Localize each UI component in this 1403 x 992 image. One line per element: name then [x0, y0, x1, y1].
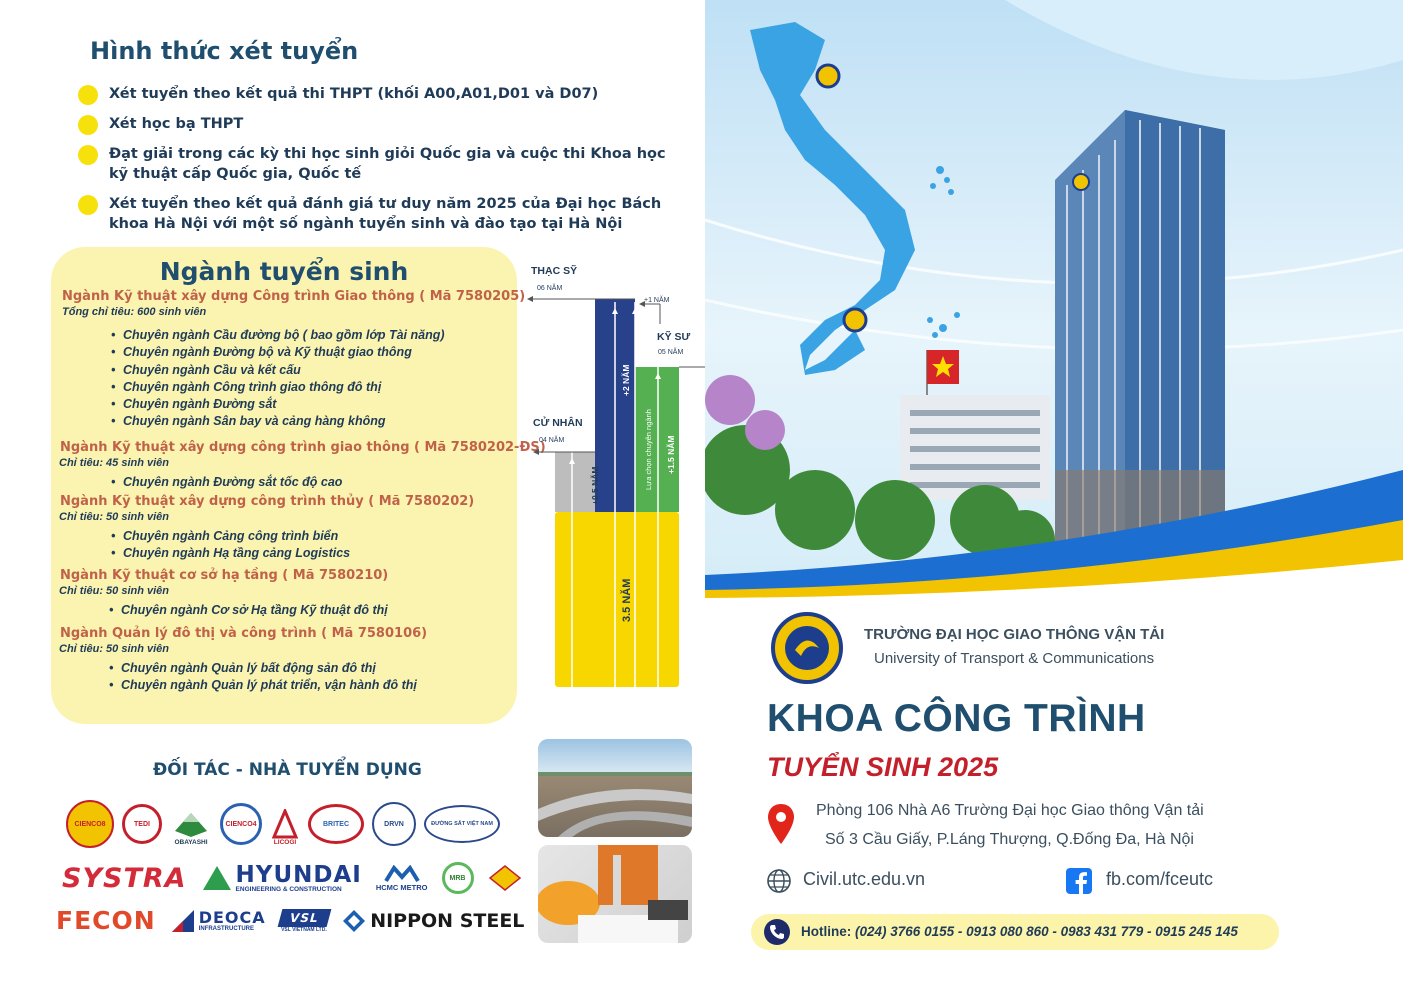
sub-major-list [109, 660, 517, 695]
hotline-numbers[interactable]: (024) 3766 0155 - 0913 080 860 - 0983 431 779 - 0915 245 145 [855, 924, 1238, 939]
list-item: • Chuyên ngành Đường sắt [111, 396, 517, 413]
partner-logo: HYUNDAI ENGINEERING & CONSTRUCTION [201, 864, 362, 893]
utc-logo-icon [771, 612, 843, 684]
deoca-mark-icon [170, 908, 196, 934]
partner-logo: OBAYASHI [170, 802, 212, 846]
method-item: Xét tuyển theo kết quả đánh giá tư duy năm 2025 của Đại học Bách khoa Hà Nội với một số ngành tuyển sinh và đào tạo tại Hà Nội [78, 194, 688, 234]
partner-logos-row-2 [62, 862, 522, 894]
location-pin-icon [766, 802, 796, 846]
partner-logo: HCMC METRO [376, 865, 428, 892]
master-label: THẠC SỸ [531, 265, 578, 277]
partner-logo: DEOCA INFRASTRUCTURE [170, 908, 266, 934]
school-name-vi: TRƯỜNG ĐẠI HỌC GIAO THÔNG VẬN TẢI [864, 626, 1165, 643]
bachelor-years: 04 NĂM [539, 437, 565, 444]
majors-panel [51, 247, 546, 724]
sub-major-list [111, 327, 517, 431]
partner-diamond-icon [488, 864, 522, 892]
method-item: Xét học bạ THPT [78, 114, 688, 134]
master-years: 06 NĂM [537, 285, 563, 292]
facebook-icon [1066, 868, 1092, 894]
sub-major-list [111, 528, 517, 563]
partner-logo: FECON [56, 906, 156, 935]
major-quota: Chỉ tiêu: 50 sinh viên [59, 584, 170, 597]
partner-logo [488, 864, 522, 892]
bachelor-block [555, 452, 595, 512]
major-quota: Chỉ tiêu: 45 sinh viên [59, 456, 170, 469]
engineer-years: 05 NĂM [658, 349, 684, 356]
partner-logos-row-3 [56, 906, 524, 935]
partner-logo: TEDI [122, 804, 162, 844]
method-item: Xét tuyển theo kết quả thi THPT (khối A00,A01,D01 và D07) [78, 84, 688, 104]
method-item: Đạt giải trong các kỳ thi học sinh giỏi Quốc gia và cuộc thi Khoa học kỹ thuật cấp Quốc gia, Quốc tế [78, 144, 688, 184]
major-title: Ngành Kỹ thuật xây dựng công trình thủy ( Mã 7580202) [60, 494, 475, 510]
major-title: Ngành Kỹ thuật xây dựng Công trình Giao thông ( Mã 7580205) [62, 289, 526, 304]
list-item: • Chuyên ngành Đường bộ và Kỹ thuật giao thông [111, 344, 517, 361]
sub-major-list [109, 602, 517, 619]
list-item: • Chuyên ngành Quản lý bất động sản đô thị [109, 660, 517, 677]
partners-title: ĐỐI TÁC - NHÀ TUYỂN DỤNG [153, 760, 422, 780]
major-title: Ngành Quản lý đô thị và công trình ( Mã 7580106) [60, 625, 428, 641]
partner-logo: DRVN [372, 802, 416, 846]
metro-mark-icon [384, 865, 420, 883]
list-item: • Chuyên ngành Cảng công trình biển [111, 528, 517, 545]
address-line-2: Số 3 Cầu Giấy, P.Láng Thượng, Q.Đống Đa, Hà Nội [825, 831, 1194, 848]
school-name-en: University of Transport & Communications [874, 650, 1155, 667]
bullet-dot-icon [78, 85, 98, 105]
base-block [555, 512, 679, 687]
half-year: +0.5 NĂM [590, 466, 600, 505]
nippon-mark-icon [342, 909, 366, 933]
partner-logo: CIENCO8 [66, 800, 114, 848]
campus-hero-image [705, 0, 1403, 602]
two-years: +2 NĂM [621, 364, 631, 396]
partner-logo: ĐƯỜNG SẮT VIỆT NAM [424, 805, 500, 843]
list-item: • Chuyên ngành Cầu đường bộ ( bao gồm lớp Tài năng) [111, 327, 517, 344]
methods-list [78, 84, 688, 244]
major-quota: Chỉ tiêu: 50 sinh viên [59, 642, 170, 655]
partner-logo: NIPPON STEEL [342, 909, 524, 933]
globe-icon [766, 868, 792, 894]
engineer-illustration [538, 845, 692, 943]
bachelor-label: CỬ NHÂN [533, 417, 583, 429]
facebook-link[interactable]: fb.com/fceutc [1106, 869, 1214, 889]
list-item: • Chuyên ngành Cầu và kết cấu [111, 362, 517, 379]
list-item: • Chuyên ngành Quản lý phát triển, vận hành đô thị [109, 677, 517, 694]
major-quota: Chỉ tiêu: 50 sinh viên [59, 511, 170, 524]
list-item: • Chuyên ngành Cơ sở Hạ tầng Kỹ thuật đô thị [109, 602, 517, 619]
website-link[interactable]: Civil.utc.edu.vn [803, 869, 926, 889]
list-item: • Chuyên ngành Công trình giao thông đô thị [111, 379, 517, 396]
one-half-years: +1.5 NĂM [666, 435, 676, 474]
partner-logo: MRB [442, 862, 474, 894]
degree-ladder-diagram [520, 262, 710, 692]
licogi-mark-icon [272, 809, 298, 839]
plus1-label: +1 NĂM [644, 297, 670, 304]
address-line-1: Phòng 106 Nhà A6 Trường Đại học Giao thông Vận tải [816, 802, 1204, 819]
campus-illustration [705, 0, 1403, 602]
partner-logo: VSL VSL VIETNAM LTD. [280, 909, 329, 933]
majors-title: Ngành tuyển sinh [159, 257, 409, 286]
admission-title: TUYỂN SINH 2025 [767, 752, 999, 782]
hotline-label: Hotline: [801, 924, 852, 939]
engineer-label: KỸ SƯ [657, 331, 691, 343]
list-item: • Chuyên ngành Hạ tầng cảng Logistics [111, 545, 517, 562]
faculty-title: KHOA CÔNG TRÌNH [767, 697, 1146, 740]
list-item: • Chuyên ngành Đường sắt tốc độ cao [111, 474, 517, 491]
major-title: Ngành Kỹ thuật cơ sở hạ tầng ( Mã 7580210) [60, 567, 389, 583]
sub-major-list [111, 474, 517, 491]
phone-icon [763, 918, 791, 946]
engineer-photo [538, 845, 692, 943]
hyundai-mark-icon [201, 864, 233, 892]
bullet-dot-icon [78, 195, 98, 215]
major-quota: Tổng chỉ tiêu: 600 sinh viên [62, 306, 207, 318]
partner-logos-row-1 [66, 800, 500, 848]
hotline-bar [751, 914, 1279, 950]
specialize-label: Lựa chọn chuyên ngành [644, 409, 653, 490]
highway-photo [538, 739, 692, 837]
highway-illustration [538, 739, 692, 837]
obayashi-mark-icon [173, 811, 209, 839]
bullet-dot-icon [78, 145, 98, 165]
list-item: • Chuyên ngành Sân bay và cảng hàng không [111, 413, 517, 430]
methods-title: Hình thức xét tuyển [90, 37, 359, 65]
major-title: Ngành Kỹ thuật xây dựng công trình giao thông ( Mã 7580202-ĐS) [60, 439, 546, 455]
bullet-dot-icon [78, 115, 98, 135]
base-years: 3.5 NĂM [621, 578, 633, 622]
partner-logo: CIENCO4 [220, 803, 262, 845]
partner-logo: LICOGI [270, 802, 300, 846]
partner-logo: SYSTRA [62, 862, 187, 894]
partner-logo: BRITEC [308, 804, 364, 844]
